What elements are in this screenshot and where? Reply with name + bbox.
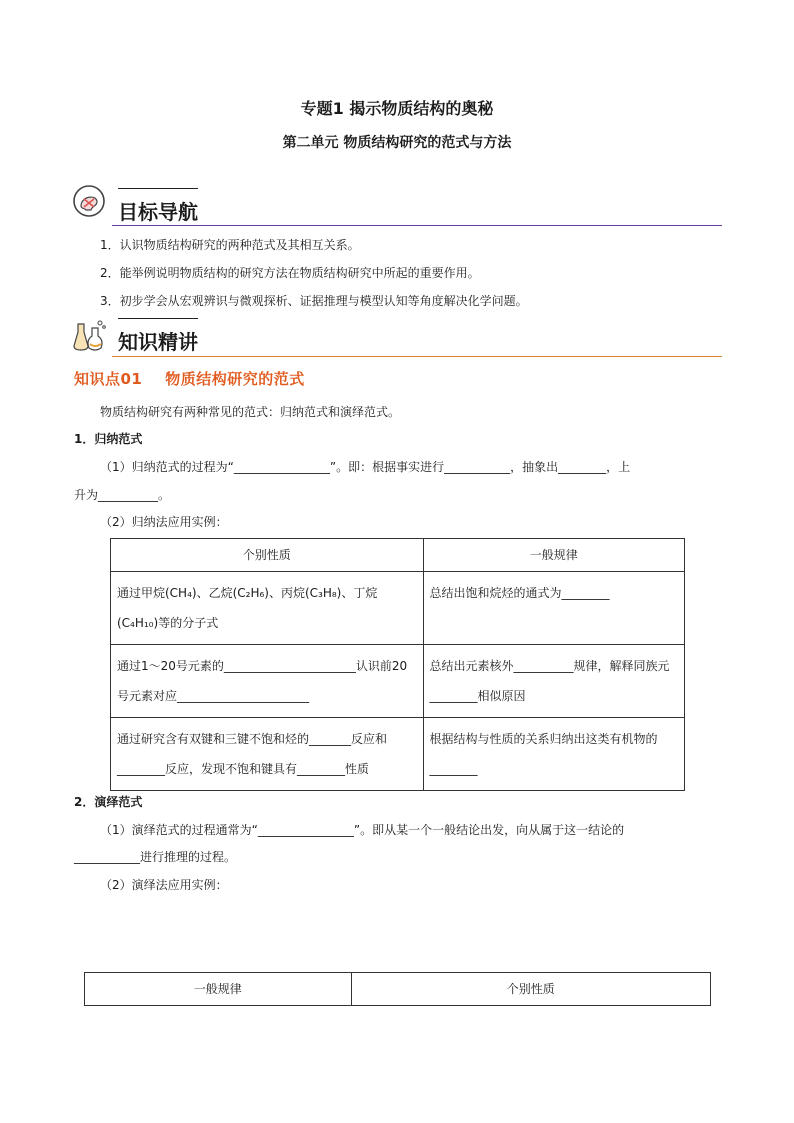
induction-line-1: （1）归纳范式的过程为“________________”。即：根据事实进行___________，抽象出________，上 bbox=[100, 460, 631, 474]
lab-flask-icon bbox=[72, 318, 106, 352]
table-cell: 通过研究含有双键和三键不饱和烃的_______反应和________反应，发现不饱和键具有________性质 bbox=[111, 718, 424, 791]
goal-item-3: 3．初步学会从宏观辨识与微观探析、证据推理与模型认知等角度解决化学问题。 bbox=[100, 294, 528, 308]
knowledge-point-heading: 知识点01 物质结构研究的范式 bbox=[74, 370, 305, 388]
table-header-cell: 个别性质 bbox=[111, 539, 424, 572]
table-header-cell: 一般规律 bbox=[423, 539, 684, 572]
table-row bbox=[111, 572, 685, 645]
table-cell: 通过1～20号元素的______________________认识前20号元素对应______________________ bbox=[111, 645, 424, 718]
table-header-row bbox=[85, 973, 711, 1006]
table-header-row bbox=[111, 539, 685, 572]
goals-section-title: 目标导航 bbox=[118, 200, 198, 224]
table-cell: 通过甲烷(CH₄)、乙烷(C₂H₆)、丙烷(C₃H₈)、丁烷(C₄H₁₀)等的分子式 bbox=[111, 572, 424, 645]
target-brain-icon bbox=[72, 184, 106, 218]
deduction-example-label: （2）演绎法应用实例： bbox=[100, 878, 228, 892]
table-cell: 总结出元素核外__________规律，解释同族元________相似原因 bbox=[423, 645, 684, 718]
knowledge-section-header bbox=[72, 316, 722, 360]
knowledge-section-title: 知识精讲 bbox=[118, 330, 198, 354]
deduction-line-2: ___________进行推理的过程。 bbox=[74, 850, 237, 864]
table-cell: 总结出饱和烷烃的通式为________ bbox=[423, 572, 684, 645]
table-header-cell: 个别性质 bbox=[351, 973, 710, 1006]
deduction-heading: 2．演绎范式 bbox=[74, 795, 143, 809]
page-title: 专题1 揭示物质结构的奥秘 bbox=[300, 99, 494, 118]
kp-intro: 物质结构研究有两种常见的范式：归纳范式和演绎范式。 bbox=[100, 405, 401, 419]
table-header-cell: 一般规律 bbox=[85, 973, 352, 1006]
table-row bbox=[111, 645, 685, 718]
deduction-table bbox=[84, 972, 711, 1006]
induction-heading: 1．归纳范式 bbox=[74, 432, 143, 446]
deduction-line-1: （1）演绎范式的过程通常为“________________”。即从某一个一般结论出发，向从属于这一结论的 bbox=[100, 823, 625, 837]
table-row bbox=[111, 718, 685, 791]
goal-item-1: 1．认识物质结构研究的两种范式及其相互关系。 bbox=[100, 238, 360, 252]
table-cell: 根据结构与性质的关系归纳出这类有机物的________ bbox=[423, 718, 684, 791]
induction-example-label: （2）归纳法应用实例： bbox=[100, 515, 228, 529]
goals-section-header bbox=[72, 184, 722, 228]
induction-table bbox=[110, 538, 685, 791]
goal-item-2: 2．能举例说明物质结构的研究方法在物质结构研究中所起的重要作用。 bbox=[100, 266, 480, 280]
induction-line-2: 升为__________。 bbox=[74, 488, 171, 502]
page-subtitle: 第二单元 物质结构研究的范式与方法 bbox=[282, 135, 512, 151]
